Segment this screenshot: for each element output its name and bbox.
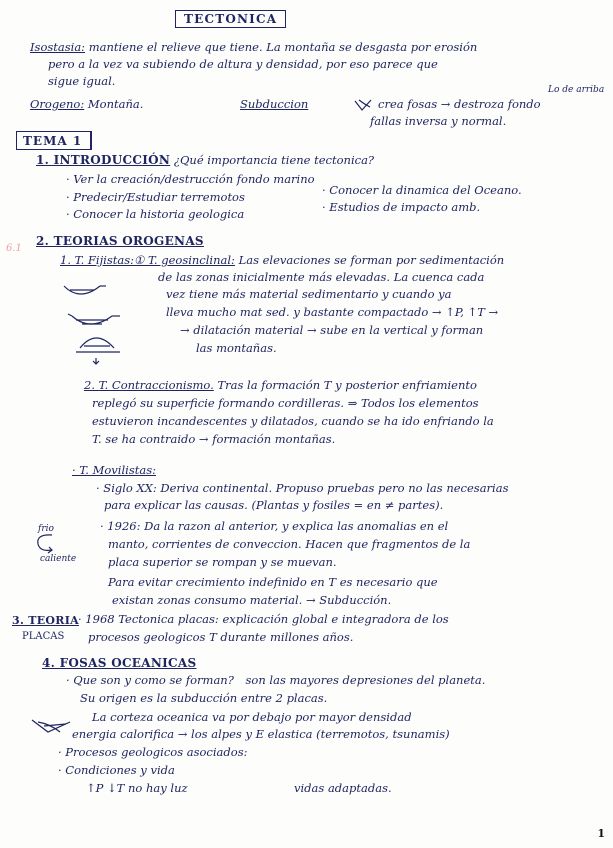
intro-item: · Predecir/Estudiar terremotos: [66, 190, 245, 204]
movilistas-b-year: · 1926:: [100, 519, 141, 533]
contraccionismo-line-1: [84, 378, 477, 392]
fijistas-text-6: las montañas.: [196, 341, 277, 355]
tema-label: TEMA 1: [16, 131, 92, 150]
section-1-question: ¿Qué importancia tiene tectonica?: [173, 153, 375, 167]
section-1-line: [36, 153, 374, 167]
subduccion-def-2: fallas inversa y normal.: [370, 114, 507, 128]
movilistas-label: · T. Movilistas:: [72, 463, 156, 477]
intro-item: · Conocer la dinamica del Oceano.: [322, 183, 522, 197]
placas-label-2: PLACAS: [22, 631, 65, 642]
contraccionismo-text-4: T. se ha contraido → formación montañas.: [92, 432, 336, 446]
fijistas-label: 1. T. Fijistas:① T. geosinclinal:: [60, 253, 235, 267]
geosyncline-sketch-icon: [62, 272, 157, 367]
contraccionismo-text-2: replegó su superficie formando cordilleras. ⇒ Todos los elementos: [92, 396, 479, 410]
subduccion-def-1: crea fosas → destroza fondo: [378, 97, 541, 111]
isostasia-line-1: [30, 40, 477, 54]
page-title: TECTONICA: [175, 10, 286, 28]
subduccion-note: Lo de arriba: [548, 85, 605, 95]
subduccion-term: Subduccion: [240, 97, 309, 111]
trench-sketch-icon: [30, 716, 72, 736]
fijistas-line-1: [60, 253, 504, 267]
section-1-heading: 1. INTRODUCCIÓN: [36, 153, 171, 167]
movilistas-b-text: Da la razon al anterior, y explica las anomalias en el: [144, 519, 449, 533]
isostasia-line-2: pero a la vez va subiendo de altura y densidad, por eso parece que: [48, 57, 438, 71]
fijistas-text-2: de las zonas inicialmente más elevadas. La cuenca cada: [158, 270, 485, 284]
margin-note: 6.1: [6, 243, 22, 254]
fosas-text-7b: vidas adaptadas.: [294, 781, 392, 795]
section-4-heading: 4. FOSAS OCEANICAS: [42, 656, 197, 670]
movilistas-b-text-4: Para evitar crecimiento indefinido en T es necesario que: [108, 575, 438, 589]
fosas-text-3: La corteza oceanica va por debajo por mayor densidad: [92, 710, 412, 724]
movilistas-b-line-1: [100, 519, 448, 533]
page-number: 1: [597, 827, 605, 840]
placas-text-2: procesos geologicos T durante millones años.: [88, 630, 354, 644]
fosas-answer: son las mayores depresiones del planeta.: [245, 673, 486, 687]
movilistas-b-text-2: manto, corrientes de conveccion. Hacen que fragmentos de la: [108, 537, 471, 551]
fijistas-text-3: vez tiene más material sedimentario y cuando ya: [166, 287, 452, 301]
contraccionismo-label: 2. T. Contraccionismo.: [84, 378, 214, 392]
fosas-question-line: [66, 673, 485, 687]
movilistas-a-text-2: para explicar las causas. (Plantas y fosiles = en ≠ partes).: [104, 498, 444, 512]
placas-text-1: · 1968 Tectonica placas: explicación global e integradora de los: [78, 612, 449, 626]
subduction-sketch-icon: [354, 98, 374, 112]
convection-label-hot: caliente: [40, 554, 77, 564]
intro-item: · Ver la creación/destrucción fondo marino: [66, 172, 315, 186]
movilistas-b-text-3: placa superior se rompan y se muevan.: [108, 555, 337, 569]
intro-item: · Conocer la historia geologica: [66, 207, 245, 221]
fosas-text-7: ↑P ↓T no hay luz: [86, 781, 188, 795]
isostasia-term: Isostasia:: [30, 40, 86, 54]
placas-label-1: 3. TEORIA: [12, 614, 79, 627]
fosas-text-6: · Condiciones y vida: [58, 763, 175, 777]
fijistas-text-1: Las elevaciones se forman por sedimentación: [238, 253, 505, 267]
fijistas-text-4: lleva mucho mat sed. y bastante compactado → ↑P, ↑T →: [166, 305, 499, 319]
convection-cycle-icon: [34, 532, 58, 554]
fosas-text-5: · Procesos geologicos asociados:: [58, 745, 248, 759]
fijistas-text-5: → dilatación material → sube en la vertical y forman: [180, 323, 484, 337]
isostasia-def: mantiene el relieve que tiene. La montaña se desgasta por erosión: [88, 40, 478, 54]
fosas-text-4: energia calorifica → los alpes y E elastica (terremotos, tsunamis): [72, 727, 450, 741]
intro-item: · Estudios de impacto amb.: [322, 200, 481, 214]
movilistas-a-year: · Siglo XX:: [96, 481, 157, 495]
contraccionismo-text-3: estuvieron incandescentes y dilatados, cuando se ha ido enfriando la: [92, 414, 494, 428]
isostasia-line-3: sigue igual.: [48, 74, 116, 88]
movilistas-a-line-1: [96, 481, 508, 495]
contraccionismo-text-1: Tras la formación T y posterior enfriamiento: [217, 378, 477, 392]
fosas-text-2: Su origen es la subducción entre 2 placas.: [80, 691, 328, 705]
movilistas-a-text: Deriva continental. Propuso pruebas pero no las necesarias: [160, 481, 509, 495]
fosas-question: · Que son y como se forman?: [66, 673, 234, 687]
section-2-heading: 2. TEORIAS OROGENAS: [36, 234, 204, 248]
convection-label-cold: frio: [38, 524, 54, 534]
orogeno-def: Montaña.: [87, 97, 144, 111]
orogeno-line: [30, 97, 143, 111]
movilistas-b-text-5: existan zonas consumo material. → Subducción.: [112, 593, 392, 607]
orogeno-term: Orogeno:: [30, 97, 85, 111]
